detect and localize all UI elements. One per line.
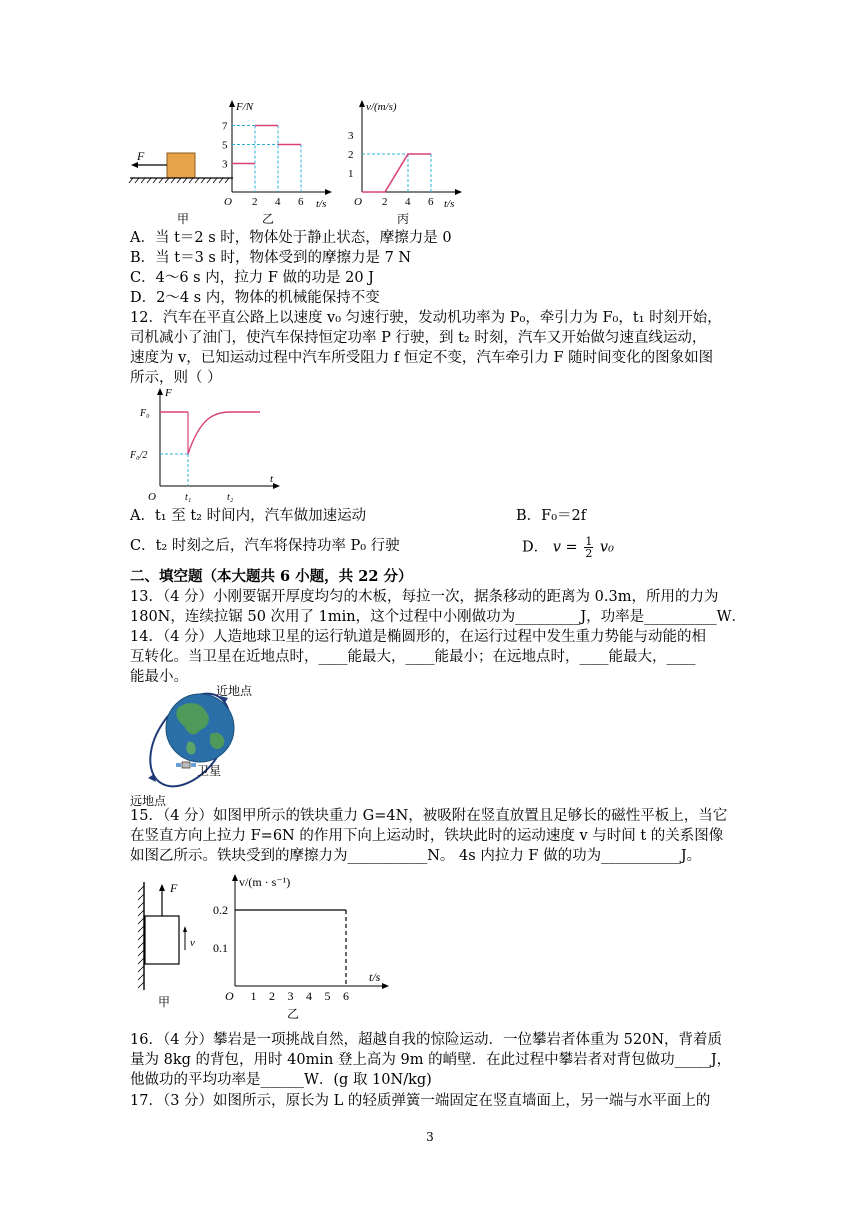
q12-line-3: 速度为 v，已知运动过程中汽车所受阻力 f 恒定不变，汽车牵引力 F 随时间变化的图象如图 bbox=[130, 350, 714, 366]
q11-option-c: C．4～6 s 内，拉力 F 做的功是 20 J bbox=[130, 270, 374, 286]
x-tick-label: 2 bbox=[382, 196, 388, 208]
x-tick-label: 6 bbox=[298, 196, 304, 208]
caption-jia: 甲 bbox=[177, 212, 190, 225]
q11-chart-bing bbox=[340, 98, 470, 228]
formula-v0: v₀ bbox=[599, 539, 614, 556]
y-axis-arrow bbox=[157, 388, 163, 395]
x-axis-label: t/s bbox=[316, 198, 327, 210]
q13-line-2: 180N，连续拉锯 50 次用了 1min，这个过程中小刚做功为_________J，功率是__________W． bbox=[130, 609, 747, 625]
x-tick-label: t₂ bbox=[227, 492, 234, 503]
x-axis-label: t/s bbox=[369, 970, 381, 984]
q12-chart bbox=[128, 384, 288, 506]
q12-option-d bbox=[522, 536, 614, 559]
x-tick-label: 6 bbox=[428, 196, 434, 208]
y-axis-label: v/(m · s⁻¹) bbox=[239, 875, 291, 889]
q15-line-3: 如图乙所示。铁块受到的摩擦力为___________N。 4s 内拉力 F 做的功为___________J。 bbox=[130, 848, 702, 864]
q13-line-1: 13．（4 分）小刚要锯开厚度均匀的木板，每拉一次，据条移动的距离为 0.3m，所用的力为 bbox=[130, 589, 719, 605]
x-tick-label: t₁ bbox=[185, 492, 192, 503]
q14-line-3: 能最小。 bbox=[130, 669, 188, 685]
origin-label: O bbox=[224, 196, 232, 208]
apogee-label: 远地点 bbox=[130, 794, 167, 808]
q12-line-2: 司机减小了油门，使汽车保持恒定功率 P 行驶，到 t₂ 时刻，汽车又开始做匀速直线运动， bbox=[130, 330, 707, 346]
data-curve bbox=[188, 412, 260, 454]
perigee-label: 近地点 bbox=[216, 684, 253, 698]
x-axis-label: t bbox=[270, 473, 274, 485]
q14-line-2: 互转化。当卫星在近地点时，____能最大，____能最小；在远地点时，____能最大，____ bbox=[130, 649, 696, 665]
q15-figure-jia bbox=[130, 878, 200, 1008]
section-2-header: 二、填空题（本大题共 6 小题，共 22 分） bbox=[130, 568, 413, 585]
page-number: 3 bbox=[426, 1130, 434, 1144]
q12-option-b: B．F₀＝2f bbox=[516, 508, 587, 524]
block bbox=[167, 153, 195, 178]
force-label: F bbox=[170, 881, 178, 895]
x-tick-label: 4 bbox=[306, 989, 312, 1003]
y-tick-label: F₀ bbox=[140, 408, 150, 419]
y-tick-label: 3 bbox=[348, 130, 354, 142]
y-tick-label: 0.1 bbox=[213, 941, 228, 955]
origin-label: O bbox=[148, 491, 156, 503]
origin-label: O bbox=[354, 196, 362, 208]
q15-line-1: 15．（4 分）如图甲所示的铁块重力 G=4N，被吸附在竖直放置且足够长的磁性平板上，当它 bbox=[130, 808, 728, 824]
x-axis-arrow bbox=[382, 983, 389, 989]
x-axis-label: t/s bbox=[444, 198, 455, 210]
x-tick-label: 1 bbox=[250, 989, 257, 1003]
q12-option-c: C．t₂ 时刻之后，汽车将保持功率 P₀ 行驶 bbox=[130, 538, 400, 554]
x-axis-arrow bbox=[273, 483, 280, 489]
fraction-numerator: 1 bbox=[585, 535, 593, 548]
q11-option-d: D．2～4 s 内，物体的机械能保持不变 bbox=[130, 290, 380, 306]
x-axis-arrow bbox=[455, 189, 462, 195]
fraction-denominator: 2 bbox=[585, 547, 593, 560]
iron-block bbox=[145, 916, 179, 964]
x-tick-label: 4 bbox=[405, 196, 411, 208]
x-tick-label: 3 bbox=[287, 989, 294, 1003]
y-axis-arrow bbox=[229, 100, 235, 107]
y-tick-label: 7 bbox=[222, 120, 228, 133]
option-d-prefix: D． bbox=[522, 539, 549, 556]
x-tick-label: 4 bbox=[275, 196, 281, 208]
q12-line-4: 所示，则（ ） bbox=[130, 370, 222, 386]
y-tick-label: 0.2 bbox=[213, 903, 228, 917]
caption-bing: 丙 bbox=[397, 212, 410, 226]
q15-chart bbox=[205, 870, 405, 1020]
x-tick-label: 5 bbox=[324, 989, 331, 1003]
satellite-label: 卫星 bbox=[197, 764, 222, 778]
q16-line-3: 他做功的平均功率是______W．(g 取 10N/kg) bbox=[130, 1072, 432, 1088]
y-axis-label: v/(m/s) bbox=[366, 101, 397, 113]
x-tick-label: 2 bbox=[252, 196, 258, 208]
caption-yi: 乙 bbox=[262, 212, 275, 226]
velocity-label: v bbox=[190, 937, 195, 949]
x-axis-arrow bbox=[325, 189, 332, 195]
y-tick-label: 3 bbox=[222, 158, 228, 171]
q15-line-2: 在竖直方向上拉力 F=6N 的作用下向上运动时，铁块此时的运动速度 v 与时间 t 的关系图像 bbox=[130, 828, 724, 844]
q11-option-b: B．当 t＝3 s 时，物体受到的摩擦力是 7 N bbox=[130, 250, 412, 266]
y-axis-label: F bbox=[165, 387, 172, 399]
caption-yi: 乙 bbox=[287, 1007, 300, 1020]
x-tick-label: 6 bbox=[343, 989, 349, 1003]
force-label: F bbox=[137, 149, 145, 163]
q16-line-2: 量为 8kg 的背包，用时 40min 登上高为 9m 的峭壁．在此过程中攀岩者对背包做功_____J， bbox=[130, 1052, 732, 1068]
y-tick-label: 2 bbox=[348, 149, 354, 161]
q11-option-a: A．当 t＝2 s 时，物体处于静止状态，摩擦力是 0 bbox=[130, 230, 452, 246]
x-tick-label: 2 bbox=[269, 989, 275, 1003]
q12-option-a: A．t₁ 至 t₂ 时间内，汽车做加速运动 bbox=[130, 508, 367, 524]
q11-chart-yi bbox=[220, 98, 340, 228]
q16-line-1: 16．（4 分）攀岩是一项挑战自然，超越自我的惊险运动．一位攀岩者体重为 520N，背着质 bbox=[130, 1032, 723, 1048]
q11-figure-jia bbox=[125, 145, 235, 225]
y-tick-label: F₀/2 bbox=[130, 450, 148, 461]
y-axis-label: F/N bbox=[236, 101, 254, 113]
wall-hatch bbox=[138, 886, 144, 988]
y-tick-label: 1 bbox=[348, 168, 354, 180]
caption-jia: 甲 bbox=[158, 995, 171, 1008]
data-line bbox=[362, 154, 431, 192]
ground-hatch bbox=[129, 178, 229, 183]
y-axis-arrow bbox=[359, 100, 365, 107]
q17-line-1: 17．（3 分）如图所示，原长为 L 的轻质弹簧一端固定在竖直墙面上，另一端与水平面上的 bbox=[130, 1093, 711, 1109]
q14-line-1: 14．（4 分）人造地球卫星的运行轨道是椭圆形的，在运行过程中发生重力势能与动能的相 bbox=[130, 629, 707, 645]
y-axis-arrow bbox=[232, 874, 238, 881]
satellite-icon bbox=[176, 762, 196, 768]
origin-label: O bbox=[225, 989, 234, 1003]
q12-line-1: 12．汽车在平直公路上以速度 v₀ 匀速行驶，发动机功率为 P₀，牵引力为 F₀，t₁ 时刻开始， bbox=[130, 310, 722, 326]
y-tick-label: 5 bbox=[222, 139, 228, 152]
formula-v: v = bbox=[552, 539, 578, 556]
